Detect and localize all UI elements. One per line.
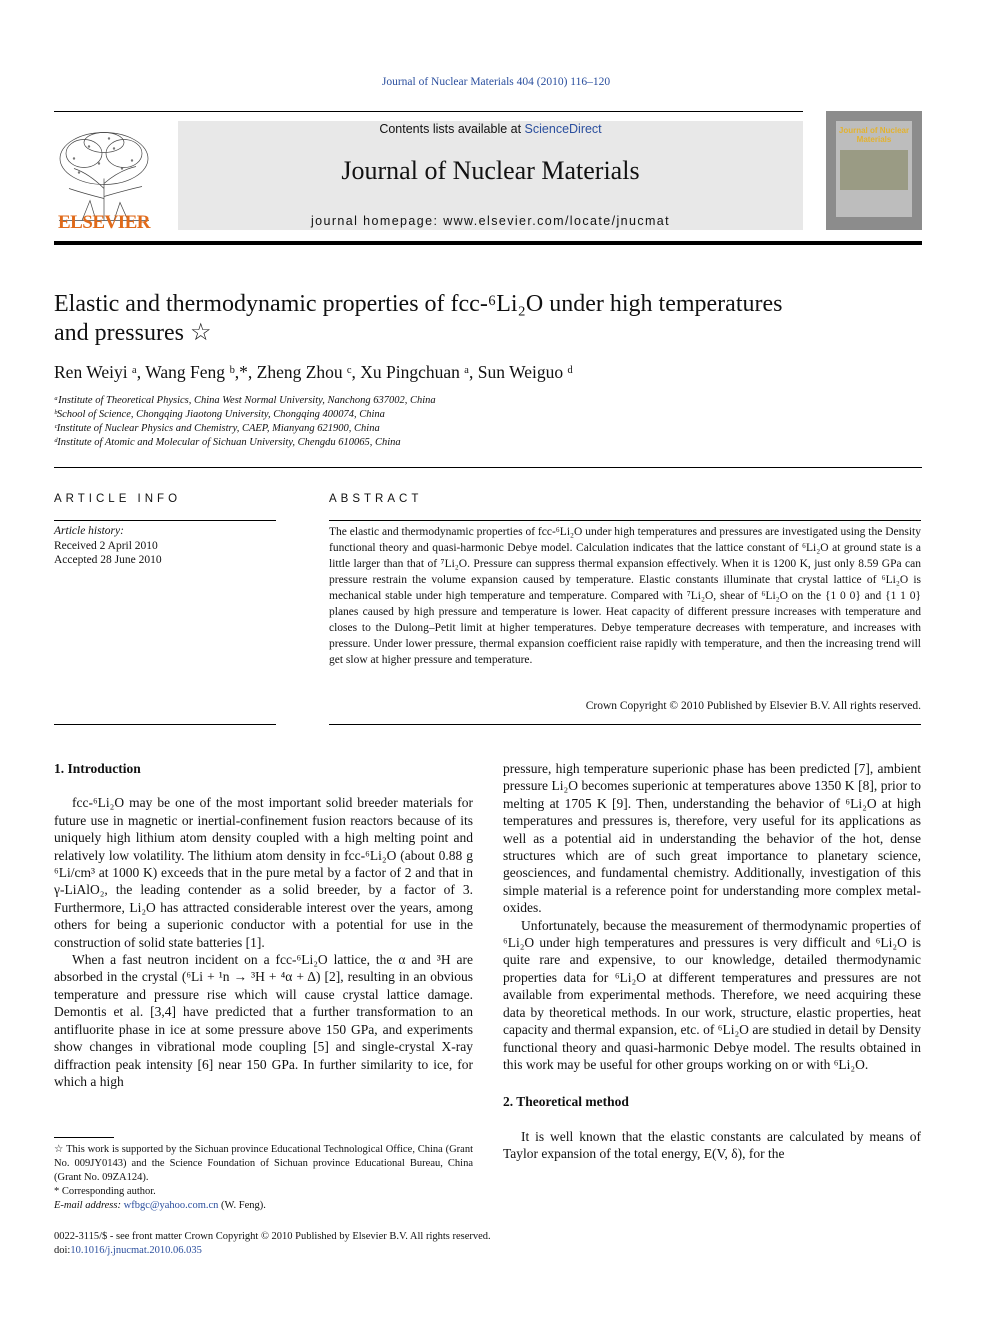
article-info-heading: ARTICLE INFO bbox=[54, 493, 182, 505]
abstract-heading: ABSTRACT bbox=[329, 493, 423, 505]
footnote-rule bbox=[54, 1137, 114, 1138]
article-info-rule bbox=[54, 520, 276, 521]
accepted-date: Accepted 28 June 2010 bbox=[54, 554, 162, 566]
affiliation-b: ᵇSchool of Science, Chongqing Jiaotong University, Chongqing 400074, China bbox=[54, 409, 385, 420]
contents-line bbox=[178, 122, 803, 136]
email-suffix: (W. Feng). bbox=[218, 1200, 266, 1211]
header-thick-rule bbox=[54, 241, 922, 245]
section-2-heading: 2. Theoretical method bbox=[503, 1094, 629, 1110]
history-label: Article history: bbox=[54, 525, 124, 537]
method-paragraph-1: It is well known that the elastic constants are calculated by means of Taylor expansion of the total energy, E(V, δ), for the bbox=[503, 1128, 921, 1162]
email-link[interactable]: wfbgc@yahoo.com.cn bbox=[123, 1200, 219, 1211]
received-date: Received 2 April 2010 bbox=[54, 539, 158, 552]
sciencedirect-link[interactable]: ScienceDirect bbox=[524, 122, 602, 136]
publisher-logo-text: ELSEVIER bbox=[57, 212, 151, 233]
journal-title: Journal of Nuclear Materials bbox=[341, 156, 640, 185]
affiliation-c: ᶜInstitute of Nuclear Physics and Chemistry, CAEP, Mianyang 621900, China bbox=[54, 423, 380, 434]
article-title-line-2: and pressures ☆ bbox=[54, 320, 212, 346]
doi-label: doi: bbox=[54, 1245, 71, 1256]
author-list: Ren Weiyi ᵃ, Wang Feng ᵇ,*, Zheng Zhou ᶜ, Xu Pingchuan ᵃ, Sun Weiguo ᵈ bbox=[54, 362, 573, 382]
contents-prefix: Contents lists available at bbox=[379, 122, 525, 136]
doi-link[interactable]: 10.1016/j.jnucmat.2010.06.035 bbox=[70, 1245, 202, 1256]
journal-reference[interactable]: Journal of Nuclear Materials 404 (2010) 116–120 bbox=[381, 76, 611, 88]
body-right-column bbox=[503, 760, 921, 1163]
abstract-rule bbox=[329, 520, 921, 521]
email-label: E-mail address: bbox=[54, 1200, 124, 1211]
doi-line bbox=[54, 1244, 654, 1258]
footnotes bbox=[54, 1143, 473, 1213]
right-paragraph-2: Unfortunately, because the measurement of thermodynamic properties of ⁶Li₂O under high temperatures and pressures is very difficult and ⁶Li₂O is quite rare and expensive, to our knowledge, detailed thermodynamic properties data for ⁶Li₂O at different temperatures and pressures are not available from experimental methods. Therefore, we need acquiring these data by theoretical methods. In our work, structure, elastic properties, heat capacity and thermal expansion, etc. of ⁶Li₂O are studied in detail by Density functional theory and quasi-harmonic Debye model. The results obtained in this work may be useful for other groups working on or with ⁶Li₂O. bbox=[503, 917, 921, 1072]
issn-line: 0022-3115/$ - see front matter Crown Copyright © 2010 Published by Elsevier B.V. All rights reserved. bbox=[54, 1231, 491, 1242]
article-title-line-1: Elastic and thermodynamic properties of fcc-⁶Li₂O under high temperatures bbox=[54, 291, 783, 317]
email-footnote bbox=[54, 1199, 473, 1213]
bottom-info bbox=[54, 1230, 654, 1258]
corresponding-author-note: * Corresponding author. bbox=[54, 1186, 156, 1197]
intro-paragraph-2: When a fast neutron incident on a fcc-⁶Li₂O lattice, the α and ³H are absorbed in the crystal (⁶Li + ¹n → ³H + ⁴α + Δ) [2], resulting in an obvious temperature and pressure rise which will cause crystal lattice damage. Demontis et al. [3,4] have predicted that a further transformation to an antifluorite phase in ice at some pressure above 150 GPa, and experiments show changes in vibrational mode coupling [5] and single-crystal X-ray diffraction peak intensity [6] near 150 GPa. In further similarity to ice, for which a high bbox=[54, 952, 473, 1089]
funding-footnote: ☆ This work is supported by the Sichuan province Educational Technological Office, China (Grant No. 009JY0143) and the Science Foundation of Sichuan province Educational Bureau, China (Grant No. 09ZA124). bbox=[54, 1144, 473, 1183]
cover-photo bbox=[840, 150, 908, 190]
right-paragraph-1: pressure, high temperature superionic phase has been predicted [7], ambient pressure Li₂O becomes superionic at temperatures above 1350 K [8], prior to melting at 1705 K [9]. Then, understanding the behavior of ⁶Li₂O at high temperatures and pressures is, therefore, very useful for its applications as well as a potential aid in understanding the behavior of the hot, dense structures which are of such great importance to planetary science, geosciences, and fundamental chemistry. Additionally, investigation of this simple material is a reference point for understanding more complex metal-oxides. bbox=[503, 761, 921, 916]
body-left-column bbox=[54, 760, 473, 1090]
cover-title: Journal of Nuclear Materials bbox=[838, 126, 910, 144]
intro-paragraph-1: fcc-⁶Li₂O may be one of the most important solid breeder materials for future use in magnetic or inertial-confinement fusion reactors because of its uniquely high lithium atom density coupled with a high melting point and relatively low volatility. The lithium atom density in fcc-⁶Li₂O (about 0.88 g ⁶Li/cm³ at 1000 K) exceeds that in the pure metal by a factor of 2 and that in γ-LiAlO₂, the leading contender as a solid breeder, by a factor of 3. Furthermore, Li₂O has attracted considerable interest over the years, among others for being a superionic conductor with a potential for use in the construction of solid state batteries [1]. bbox=[54, 795, 473, 950]
abstract-text: The elastic and thermodynamic properties of fcc-⁶Li₂O under high temperatures and pressures are investigated using the Density functional theory and quasi-harmonic Debye model. Calculation indicates that the lattice constant of ⁶Li₂O at ground state is a little larger than that of ⁷Li₂O. Pressure can suppress thermal expansion effectively. When it is 1200 K, just only 8.59 GPa can pressure restrain the volume expansion caused by temperature. Elastic constants illuminate that crystal lattice of ⁶Li₂O is mechanical stable under high temperature and temperature. Compared with ⁷Li₂O, shear of ⁶Li₂O on the {1 0 0} and {1 1 0} planes caused by high pressure and temperature is lower. Heat capacity of different pressure increases with temperature and closes to the Dulong–Petit limit at higher temperatures. Debye temperature decreases with temperature, and increases with pressure. Under lower pressure, thermal expansion coefficient raise rapidly with temperature, and then the increasing trend will get slow at higher pressure and temperature. bbox=[329, 526, 921, 666]
abstract-copyright: Crown Copyright © 2010 Published by Elsevier B.V. All rights reserved. bbox=[585, 700, 921, 712]
abstract-bottom-rule bbox=[329, 724, 921, 725]
affiliation-a: ᵃInstitute of Theoretical Physics, China West Normal University, Nanchong 637002, China bbox=[54, 395, 436, 406]
article-title bbox=[54, 290, 922, 348]
section-1-heading: 1. Introduction bbox=[54, 761, 141, 776]
affiliation-d: ᵈInstitute of Atomic and Molecular of Sichuan University, Chengdu 610065, China bbox=[54, 437, 401, 448]
header-rule bbox=[54, 111, 803, 112]
affiliation-rule bbox=[54, 467, 922, 468]
article-history bbox=[54, 524, 276, 568]
journal-homepage[interactable]: journal homepage: www.elsevier.com/locate/jnucmat bbox=[310, 214, 671, 228]
article-info-bottom-rule bbox=[54, 724, 276, 725]
